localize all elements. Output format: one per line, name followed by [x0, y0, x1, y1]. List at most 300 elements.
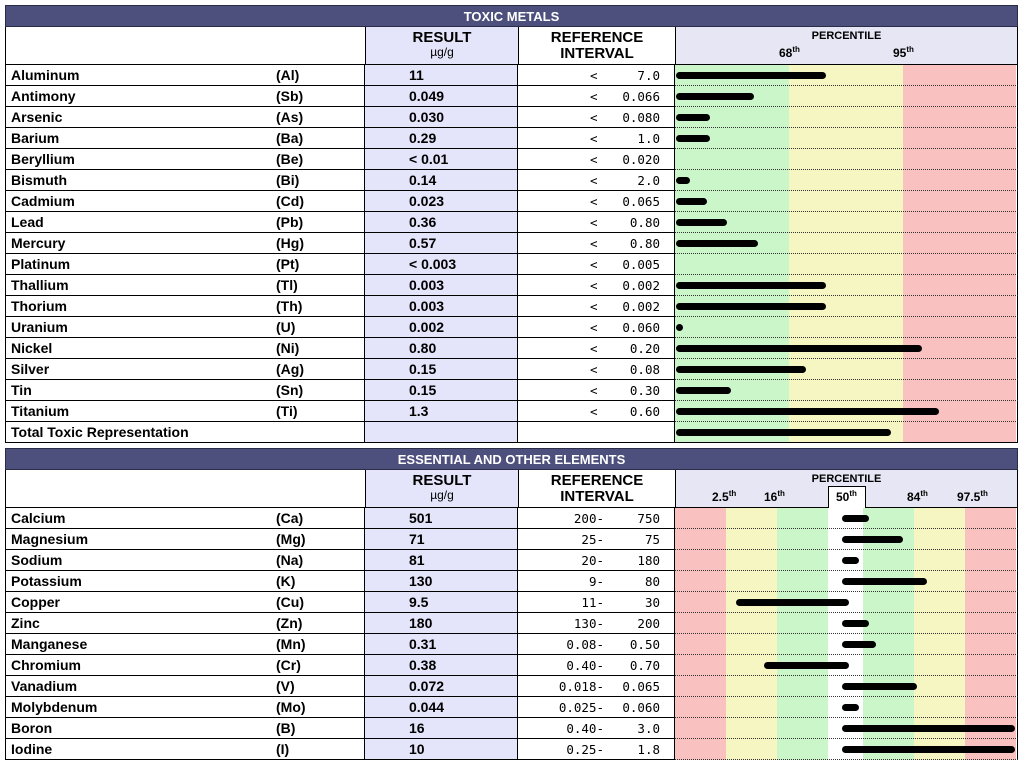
percentile-zone-band — [777, 508, 829, 529]
reference-limit: 0.60 — [629, 404, 660, 419]
element-symbol: (Ti) — [276, 403, 298, 419]
toxic-row-beryllium — [5, 149, 1018, 170]
reference-interval — [518, 338, 675, 359]
result-value: 0.36 — [364, 212, 518, 233]
percentile-label: PERCENTILE — [811, 30, 882, 42]
percentile-zone-band — [726, 508, 778, 529]
reference-operator: < — [590, 173, 598, 188]
percentile-zone-band — [675, 529, 727, 550]
percentile-bar-cell — [675, 613, 1018, 634]
result-label: RESULT — [412, 472, 472, 489]
result-value: 0.023 — [364, 191, 518, 212]
percentile-zone-band — [914, 550, 966, 571]
toxic-row-titanium — [5, 401, 1018, 422]
element-symbol: (U) — [276, 319, 296, 335]
percentile-zone-band — [965, 634, 1017, 655]
percentile-bar — [764, 662, 849, 669]
reference-interval — [518, 613, 675, 634]
percentile-bar-cell — [675, 380, 1018, 401]
percentile-zone-band — [914, 529, 966, 550]
percentile-zone-band — [903, 191, 1016, 212]
element-symbol: (Cr) — [276, 657, 301, 673]
element-name: Sodium — [5, 550, 276, 571]
percentile-zone-band — [914, 697, 966, 718]
percentile-header — [676, 470, 1017, 507]
reference-operator: < — [590, 110, 598, 125]
reference-operator: < — [590, 194, 598, 209]
percentile-zone-band — [914, 655, 966, 676]
percentile-zone-band — [675, 170, 790, 191]
toxic-metals-title: TOXIC METALS — [5, 5, 1018, 27]
percentile-bar-cell — [675, 739, 1018, 760]
result-value — [364, 422, 518, 443]
element-symbol: (Na) — [276, 552, 304, 568]
reference-limit: 7.0 — [637, 68, 660, 83]
element-name: Iodine — [5, 739, 276, 760]
element-name: Platinum — [5, 254, 276, 275]
percentile-bar — [676, 93, 754, 100]
percentile-bar — [842, 536, 903, 543]
percentile-bar — [842, 578, 927, 585]
interval-label: INTERVAL — [560, 488, 634, 505]
element-name: Nickel — [5, 338, 276, 359]
element-symbol: (Th) — [276, 298, 303, 314]
result-value: 1.3 — [364, 401, 518, 422]
element-symbol: (Ni) — [276, 340, 300, 356]
result-value: 0.15 — [364, 380, 518, 401]
reference-limit: 0.005 — [622, 257, 660, 272]
percentile-bar-cell — [675, 697, 1018, 718]
result-value: 0.072 — [364, 676, 518, 697]
reference-high: 0.060 — [622, 700, 660, 715]
element-name: Boron — [5, 718, 276, 739]
percentile-zone-band — [903, 296, 1016, 317]
reference-low: 0.25- — [566, 742, 604, 757]
pct-marker-95: 95th — [893, 45, 914, 60]
percentile-zone-band — [914, 508, 966, 529]
element-symbol: (Al) — [276, 67, 300, 83]
percentile-zone-band — [903, 170, 1016, 191]
percentile-zone-band — [903, 359, 1016, 380]
percentile-zone-band — [726, 634, 778, 655]
percentile-bar — [676, 219, 727, 226]
element-symbol: (K) — [276, 573, 296, 589]
pct-marker-84: 84th — [907, 489, 928, 504]
element-symbol: (Tl) — [276, 277, 298, 293]
percentile-bar — [676, 345, 922, 352]
reference-interval — [518, 592, 675, 613]
result-value: < 0.003 — [364, 254, 518, 275]
essential-row-boron — [5, 718, 1018, 739]
reference-operator: < — [590, 257, 598, 272]
element-symbol: (Sb) — [276, 88, 304, 104]
percentile-zone-band — [914, 676, 966, 697]
result-value: 11 — [364, 65, 518, 86]
element-name: Manganese — [5, 634, 276, 655]
result-unit: µg/g — [430, 488, 454, 502]
reference-interval — [518, 508, 675, 529]
reference-low: 11- — [581, 595, 604, 610]
result-value: 81 — [364, 550, 518, 571]
reference-interval — [518, 401, 675, 422]
toxic-row-bismuth — [5, 170, 1018, 191]
element-symbol: (Mg) — [276, 531, 306, 547]
reference-limit: 2.0 — [637, 173, 660, 188]
result-value: 0.049 — [364, 86, 518, 107]
reference-low: 25- — [581, 532, 604, 547]
result-value: 9.5 — [364, 592, 518, 613]
element-symbol — [276, 422, 364, 443]
toxic-row-mercury — [5, 233, 1018, 254]
toxic-row-silver — [5, 359, 1018, 380]
percentile-zone-band — [903, 86, 1016, 107]
percentile-bar — [676, 408, 939, 415]
reference-limit: 0.002 — [622, 299, 660, 314]
percentile-zone-band — [789, 212, 904, 233]
percentile-zone-band — [903, 380, 1016, 401]
reference-high: 750 — [637, 511, 660, 526]
element-name: Vanadium — [5, 676, 276, 697]
element-symbol: (Bi) — [276, 172, 300, 188]
element-name: Calcium — [5, 508, 276, 529]
percentile-zone-band — [789, 149, 904, 170]
toxic-metals-section — [5, 5, 1018, 443]
pct-marker-16: 16th — [764, 489, 785, 504]
percentile-zone-band — [675, 613, 727, 634]
percentile-zone-band — [675, 718, 727, 739]
percentile-bar-cell — [675, 107, 1018, 128]
percentile-zone-band — [675, 149, 790, 170]
interval-label: INTERVAL — [560, 45, 634, 62]
result-value: 0.57 — [364, 233, 518, 254]
reference-interval — [518, 170, 675, 191]
element-name: Silver — [5, 359, 276, 380]
percentile-zone-band — [789, 380, 904, 401]
percentile-zone-band — [777, 718, 829, 739]
percentile-bar — [676, 240, 758, 247]
percentile-zone-band — [789, 359, 904, 380]
essential-row-iodine — [5, 739, 1018, 760]
percentile-zone-band — [675, 571, 727, 592]
element-name: Arsenic — [5, 107, 276, 128]
percentile-zone-band — [777, 739, 829, 760]
reference-interval — [518, 676, 675, 697]
essential-row-chromium — [5, 655, 1018, 676]
percentile-bar — [842, 746, 1015, 753]
element-symbol: (Pb) — [276, 214, 304, 230]
percentile-zone-band — [903, 233, 1016, 254]
result-header — [365, 470, 519, 507]
row-divider — [5, 442, 1018, 443]
reference-limit: 0.002 — [622, 278, 660, 293]
reference-interval — [518, 296, 675, 317]
percentile-zone-band — [965, 676, 1017, 697]
reference-high: 80 — [644, 574, 660, 589]
toxic-row-barium — [5, 128, 1018, 149]
reference-operator: < — [590, 299, 598, 314]
result-value: 0.003 — [364, 296, 518, 317]
result-value: 0.002 — [364, 317, 518, 338]
percentile-zone-band — [675, 508, 727, 529]
reference-interval — [518, 275, 675, 296]
percentile-bar-cell — [675, 149, 1018, 170]
toxic-row-thorium — [5, 296, 1018, 317]
reference-operator: < — [590, 215, 598, 230]
percentile-bar-cell — [675, 191, 1018, 212]
percentile-zone-band — [965, 550, 1017, 571]
essential-row-molybdenum — [5, 697, 1018, 718]
result-value: 0.030 — [364, 107, 518, 128]
reference-interval — [518, 739, 675, 760]
element-symbol: (Sn) — [276, 382, 304, 398]
percentile-bar — [842, 683, 917, 690]
percentile-bar-cell — [675, 338, 1018, 359]
element-name: Tin — [5, 380, 276, 401]
percentile-zone-band — [675, 254, 790, 275]
reference-high: 0.50 — [629, 637, 660, 652]
percentile-bar — [676, 429, 891, 436]
percentile-zone-band — [726, 718, 778, 739]
percentile-bar-cell — [675, 212, 1018, 233]
reference-limit: 0.30 — [629, 383, 660, 398]
percentile-bar-cell — [675, 275, 1018, 296]
percentile-bar-cell — [675, 359, 1018, 380]
reference-limit: 0.80 — [629, 236, 660, 251]
percentile-zone-band — [965, 529, 1017, 550]
percentile-zone-band — [903, 254, 1016, 275]
reference-label: REFERENCE — [550, 29, 644, 46]
toxic-row-arsenic — [5, 107, 1018, 128]
result-value: 130 — [364, 571, 518, 592]
toxic-row-tin — [5, 380, 1018, 401]
percentile-zone-band — [675, 655, 727, 676]
percentile-bar — [676, 282, 826, 289]
reference-operator: < — [590, 152, 598, 167]
percentile-zone-band — [777, 676, 829, 697]
reference-interval — [518, 107, 675, 128]
element-name: Titanium — [5, 401, 276, 422]
percentile-zone-band — [675, 592, 727, 613]
reference-interval — [518, 380, 675, 401]
essential-row-potassium — [5, 571, 1018, 592]
reference-interval — [518, 212, 675, 233]
reference-high: 1.8 — [637, 742, 660, 757]
result-value: 0.29 — [364, 128, 518, 149]
percentile-bar-cell — [675, 170, 1018, 191]
reference-limit: 0.066 — [622, 89, 660, 104]
reference-high: 30 — [644, 595, 660, 610]
element-name: Thorium — [5, 296, 276, 317]
percentile-zone-band — [965, 508, 1017, 529]
reference-operator: < — [590, 68, 598, 83]
percentile-zone-band — [777, 550, 829, 571]
result-label: RESULT — [412, 29, 472, 46]
result-value: 180 — [364, 613, 518, 634]
percentile-zone-band — [914, 634, 966, 655]
percentile-bar-cell — [675, 65, 1018, 86]
element-symbol: (Ba) — [276, 130, 304, 146]
percentile-zone-band — [675, 317, 790, 338]
percentile-zone-band — [903, 212, 1016, 233]
percentile-bar — [676, 135, 710, 142]
result-header — [365, 27, 519, 64]
element-name: Total Toxic Representation — [5, 422, 276, 443]
percentile-zone-band — [863, 697, 915, 718]
percentile-zone-band — [789, 317, 904, 338]
percentile-zone-band — [903, 275, 1016, 296]
reference-limit: 0.080 — [622, 110, 660, 125]
toxic-row-antimony — [5, 86, 1018, 107]
percentile-bar — [676, 114, 710, 121]
percentile-bar — [676, 303, 826, 310]
toxic-row-platinum — [5, 254, 1018, 275]
percentile-bar — [676, 366, 806, 373]
result-value: 0.80 — [364, 338, 518, 359]
toxic-row-aluminum — [5, 65, 1018, 86]
result-value: 0.15 — [364, 359, 518, 380]
percentile-zone-band — [789, 233, 904, 254]
percentile-bar-cell — [675, 296, 1018, 317]
percentile-zone-band — [903, 107, 1016, 128]
percentile-bar-cell — [675, 718, 1018, 739]
reference-limit: 0.08 — [629, 362, 660, 377]
reference-interval — [518, 254, 675, 275]
percentile-zone-band — [777, 613, 829, 634]
element-symbol: (Zn) — [276, 615, 303, 631]
reference-high: 3.0 — [637, 721, 660, 736]
percentile-zone-band — [726, 529, 778, 550]
reference-low: 0.08- — [566, 637, 604, 652]
percentile-bar — [842, 557, 859, 564]
reference-interval — [518, 233, 675, 254]
result-value: 71 — [364, 529, 518, 550]
essential-elements-section — [5, 448, 1018, 758]
reference-high: 200 — [637, 616, 660, 631]
percentile-bar-cell — [675, 592, 1018, 613]
reference-operator: < — [590, 362, 598, 377]
percentile-bar-cell — [675, 529, 1018, 550]
reference-interval — [518, 317, 675, 338]
percentile-zone-band — [777, 697, 829, 718]
element-symbol: (Mo) — [276, 699, 306, 715]
element-name: Bismuth — [5, 170, 276, 191]
reference-low: 0.40- — [566, 658, 604, 673]
reference-interval — [518, 128, 675, 149]
percentile-bar-cell — [675, 422, 1018, 443]
percentile-zone-band — [675, 739, 727, 760]
element-name: Beryllium — [5, 149, 276, 170]
percentile-zone-band — [726, 676, 778, 697]
reference-operator: < — [590, 278, 598, 293]
percentile-zone-band — [903, 422, 1016, 443]
percentile-label: PERCENTILE — [811, 473, 882, 485]
percentile-bar — [736, 599, 849, 606]
reference-header — [519, 470, 676, 507]
reference-interval — [518, 86, 675, 107]
element-symbol: (Cu) — [276, 594, 304, 610]
percentile-zone-band — [965, 697, 1017, 718]
element-symbol: (Be) — [276, 151, 304, 167]
element-symbol: (Ca) — [276, 510, 304, 526]
reference-low: 20- — [581, 553, 604, 568]
reference-operator: < — [590, 320, 598, 335]
element-name: Mercury — [5, 233, 276, 254]
element-symbol: (Ag) — [276, 361, 304, 377]
percentile-zone-band — [675, 550, 727, 571]
element-name: Barium — [5, 128, 276, 149]
result-value: 0.14 — [364, 170, 518, 191]
reference-low: 200- — [573, 511, 604, 526]
percentile-zone-band — [726, 697, 778, 718]
reference-limit: 0.020 — [622, 152, 660, 167]
reference-high: 0.065 — [622, 679, 660, 694]
percentile-bar-cell — [675, 571, 1018, 592]
reference-limit: 0.060 — [622, 320, 660, 335]
percentile-bar — [842, 515, 869, 522]
reference-interval — [518, 571, 675, 592]
essential-header-row — [5, 470, 1018, 508]
percentile-bar — [842, 620, 869, 627]
percentile-zone-band — [777, 529, 829, 550]
reference-operator: < — [590, 236, 598, 251]
element-symbol: (Mn) — [276, 636, 306, 652]
essential-row-sodium — [5, 550, 1018, 571]
percentile-zone-band — [789, 107, 904, 128]
percentile-zone-band — [777, 571, 829, 592]
percentile-zone-band — [965, 655, 1017, 676]
reference-interval — [518, 634, 675, 655]
percentile-bar-cell — [675, 634, 1018, 655]
element-symbol: (As) — [276, 109, 304, 125]
percentile-bar-cell — [675, 233, 1018, 254]
percentile-zone-band — [903, 65, 1016, 86]
essential-row-copper — [5, 592, 1018, 613]
percentile-zone-band — [863, 592, 915, 613]
element-symbol: (V) — [276, 678, 295, 694]
essential-row-vanadium — [5, 676, 1018, 697]
percentile-zone-band — [675, 634, 727, 655]
percentile-bar — [842, 725, 1015, 732]
result-value: < 0.01 — [364, 149, 518, 170]
percentile-zone-band — [863, 550, 915, 571]
pct-marker-50: 50th — [836, 489, 857, 504]
reference-low: 130- — [573, 616, 604, 631]
result-value: 10 — [364, 739, 518, 760]
percentile-zone-band — [789, 170, 904, 191]
percentile-bar — [676, 177, 690, 184]
reference-operator: < — [590, 341, 598, 356]
element-name: Uranium — [5, 317, 276, 338]
reference-interval — [518, 529, 675, 550]
percentile-bar-cell — [675, 254, 1018, 275]
percentile-zone-band — [726, 571, 778, 592]
pct-marker-97-5: 97.5th — [957, 489, 988, 504]
percentile-zone-band — [903, 149, 1016, 170]
element-name: Thallium — [5, 275, 276, 296]
percentile-zone-band — [726, 739, 778, 760]
element-name: Copper — [5, 592, 276, 613]
percentile-bar-cell — [675, 86, 1018, 107]
reference-interval — [518, 65, 675, 86]
reference-header — [519, 27, 676, 64]
reference-interval — [518, 191, 675, 212]
reference-high: 0.70 — [629, 658, 660, 673]
percentile-bar-cell — [675, 676, 1018, 697]
element-name: Potassium — [5, 571, 276, 592]
reference-limit: 1.0 — [637, 131, 660, 146]
reference-interval — [518, 422, 675, 443]
essential-row-zinc — [5, 613, 1018, 634]
